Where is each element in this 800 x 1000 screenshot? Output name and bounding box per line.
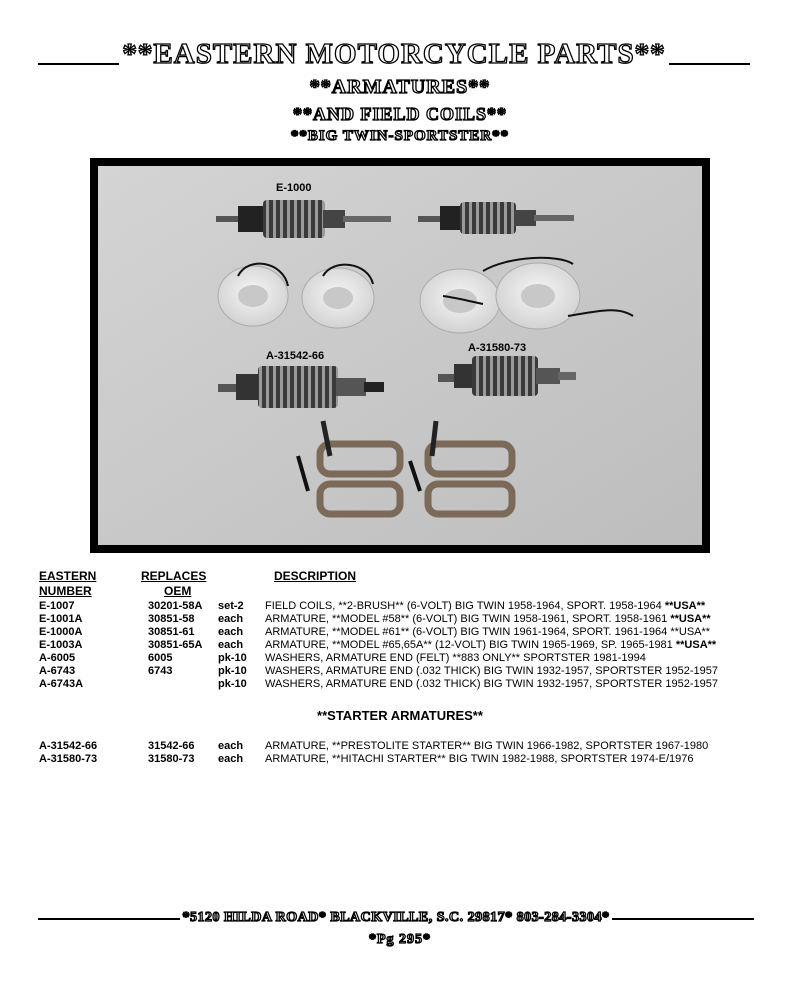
description: [265, 626, 710, 638]
description: [265, 665, 718, 677]
title-line: [38, 38, 750, 71]
unit: each: [218, 613, 244, 625]
unit: set-2: [218, 600, 244, 612]
unit: each: [218, 753, 244, 765]
column-header-description: DESCRIPTION: [274, 569, 357, 583]
usa-tag: **USA**: [670, 613, 711, 625]
oem-number: 31542-66: [148, 740, 195, 752]
photo-label-e1000: E-1000: [276, 182, 312, 194]
description: [265, 613, 711, 625]
oem-number: 31580-73: [148, 753, 195, 765]
description: [265, 639, 716, 651]
table-row: [0, 639, 800, 652]
description-text: ARMATURE, **PRESTOLITE STARTER** BIG TWIN 1966-1982, SPORTSTER 1967-1980: [265, 740, 709, 752]
eastern-number: E-1000A: [39, 626, 83, 638]
description: [265, 678, 718, 690]
table-row: [0, 753, 800, 766]
eastern-number: A-6743: [39, 665, 76, 677]
description-text: ARMATURE, **HITACHI STARTER** BIG TWIN 1982-1988, SPORTSTER 1974-E/1976: [265, 753, 694, 765]
unit: pk-10: [218, 678, 247, 690]
eastern-number: A-6005: [39, 652, 76, 664]
footer-address: *5120 HILDA ROAD* BLACKVILLE, S.C. 29817* 803-284-3304*: [182, 910, 610, 925]
table-row: [0, 740, 800, 753]
oem-number: 30851-58: [148, 613, 195, 625]
photo-label-a31542-66: A-31542-66: [266, 350, 325, 362]
description: [265, 600, 705, 612]
footer-rule-left: [38, 918, 180, 920]
oem-number: 6005: [148, 652, 173, 664]
description: [265, 753, 694, 765]
usa-tag: **USA**: [675, 639, 717, 651]
description-text: ARMATURE, **MODEL #61** (6-VOLT) BIG TWIN 1961-1964, SPORT. 1961-1964 **USA**: [265, 626, 711, 638]
eastern-number: E-1001A: [39, 613, 83, 625]
description: [265, 740, 708, 752]
eastern-number: E-1003A: [39, 639, 83, 651]
oem-number: 30851-65A: [148, 639, 203, 651]
table-row: [0, 665, 800, 678]
page-title: **EASTERN MOTORCYCLE PARTS**: [122, 38, 666, 70]
description-text: WASHERS, ARMATURE END (.032 THICK) BIG TWIN 1932-1957, SPORTSTER 1952-1957: [265, 678, 718, 690]
title-rule-left: [38, 63, 119, 65]
footer-line: [38, 910, 754, 926]
unit: each: [218, 740, 244, 752]
title-rule-right: [669, 63, 750, 65]
description-text: ARMATURE, **MODEL #58** (6-VOLT) BIG TWIN 1958-1961, SPORT. 1958-1961: [265, 613, 671, 625]
usa-tag: **USA**: [664, 600, 706, 612]
eastern-number: E-1007: [39, 600, 75, 612]
column-header-replaces: REPLACES: [141, 569, 207, 583]
description: [265, 652, 646, 664]
product-photo-illustration: [98, 166, 702, 545]
oem-number: 30201-58A: [148, 600, 203, 612]
unit: pk-10: [218, 652, 247, 664]
page-number: *Pg 295*: [368, 932, 432, 947]
table-row: [0, 613, 800, 626]
table-row: [0, 600, 800, 613]
eastern-number: A-6743A: [39, 678, 84, 690]
unit: pk-10: [218, 665, 247, 677]
unit: each: [218, 639, 244, 651]
description-text: WASHERS, ARMATURE END (.032 THICK) BIG TWIN 1932-1957, SPORTSTER 1952-1957: [265, 665, 718, 677]
oem-number: 6743: [148, 665, 173, 677]
table-row: [0, 626, 800, 639]
subtitle-armatures: **ARMATURES**: [309, 76, 491, 98]
footer-rule-right: [612, 918, 754, 920]
subtitle-big-twin-sportster: **BIG TWIN-SPORTSTER**: [290, 128, 510, 144]
eastern-number: A-31580-73: [39, 753, 98, 765]
subtitle-field-coils: **AND FIELD COILS**: [292, 104, 508, 124]
photo-label-a31580-73: A-31580-73: [468, 342, 527, 354]
starter-armatures-heading: **STARTER ARMATURES**: [317, 708, 483, 723]
column-header-number: NUMBER: [39, 584, 92, 598]
column-header-eastern: EASTERN: [39, 569, 97, 583]
eastern-number: A-31542-66: [39, 740, 98, 752]
product-photo: [90, 158, 710, 553]
description-text: ARMATURE, **MODEL #65,65A** (12-VOLT) BIG TWIN 1965-1969, SP. 1965-1981: [265, 639, 676, 651]
table-row: [0, 652, 800, 665]
table-row: [0, 678, 800, 691]
column-header-oem: OEM: [164, 584, 192, 598]
description-text: FIELD COILS, **2-BRUSH** (6-VOLT) BIG TWIN 1958-1964, SPORT. 1958-1964: [265, 600, 665, 612]
description-text: WASHERS, ARMATURE END (FELT) **883 ONLY** SPORTSTER 1981-1994: [265, 652, 646, 664]
oem-number: 30851-61: [148, 626, 195, 638]
unit: each: [218, 626, 244, 638]
